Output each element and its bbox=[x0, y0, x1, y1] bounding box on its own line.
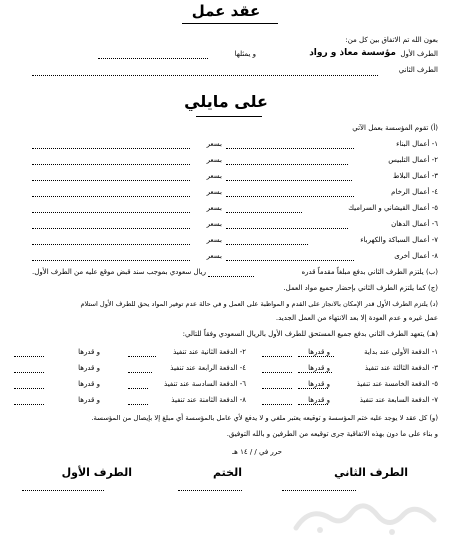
payment-amount-line bbox=[262, 356, 292, 357]
signature-party-two: الطرف الثاني bbox=[334, 466, 408, 479]
intro-text: بعون الله تم الاتفاق بين كل من: bbox=[345, 36, 438, 44]
work-item-line bbox=[226, 148, 354, 149]
payment-label: ٤- الدفعة الرابعة عند تنفيذ bbox=[170, 364, 246, 372]
party-one-label: الطرف الأول bbox=[400, 50, 438, 58]
work-item-label: ٢- أعمال التلبيس bbox=[388, 156, 438, 164]
payment-label: ٢- الدفعة الثانية عند تنفيذ bbox=[173, 348, 246, 356]
payment-amount-label: و قدرها bbox=[78, 348, 100, 356]
payment-amount-label: و قدرها bbox=[308, 396, 330, 404]
clause-d-line-2: عمل غيره و عدم العودة إلا بعد الانتهاء من العمل الجديد. bbox=[275, 314, 438, 322]
work-price-label: بسعر bbox=[206, 252, 222, 260]
payment-amount-line bbox=[262, 388, 292, 389]
work-price-label: بسعر bbox=[206, 204, 222, 212]
work-price-label: بسعر bbox=[206, 156, 222, 164]
party-one-signature-line bbox=[22, 490, 104, 491]
heading-underline bbox=[196, 116, 262, 117]
work-price-line bbox=[32, 244, 190, 245]
date-line: حرر في / / ١٤ هـ bbox=[232, 448, 282, 456]
payment-amount-line bbox=[262, 372, 292, 373]
work-item-label: ٤- أعمال الرخام bbox=[391, 188, 438, 196]
work-price-line bbox=[32, 148, 190, 149]
work-item-line bbox=[226, 244, 308, 245]
representative-line bbox=[98, 58, 208, 59]
party-two-signature-line bbox=[282, 490, 356, 491]
work-price-line bbox=[32, 180, 190, 181]
signature-stamp: الختم bbox=[213, 466, 242, 479]
payment-label: ١- الدفعة الأولى عند بداية bbox=[364, 348, 438, 356]
party-two-line bbox=[32, 75, 378, 76]
work-item-line bbox=[226, 196, 354, 197]
payment-label: ٥- الدفعة الخامسة عند تنفيذ bbox=[356, 380, 438, 388]
work-item-line bbox=[226, 212, 302, 213]
clause-a: (أ) تقوم المؤسسة بعمل الآتي bbox=[352, 124, 438, 132]
haraj-watermark-logo bbox=[290, 500, 440, 536]
clause-e: (هـ) يتعهد الطرف الثاني بدفع جميع المستحق للطرف الأول بالريال السعودي وفقاً للتالي: bbox=[182, 330, 438, 338]
work-price-line bbox=[32, 260, 190, 261]
work-item-label: ٨- أعمال أخرى bbox=[394, 252, 438, 260]
payment-amount-label: و قدرها bbox=[78, 364, 100, 372]
clause-d-line-1: (د) يلتزم الطرف الأول قدر الإمكان بالانجاز على القدم و المواظبة على العمل و في حالة عدم توفير المواد يحق للطرف الأول استلام bbox=[80, 300, 438, 308]
payment-amount-label: و قدرها bbox=[308, 364, 330, 372]
signature-party-one: الطرف الأول bbox=[61, 466, 132, 479]
payment-amount-line bbox=[14, 388, 44, 389]
payment-stage-line bbox=[128, 388, 148, 389]
work-price-label: بسعر bbox=[206, 172, 222, 180]
work-price-line bbox=[32, 164, 190, 165]
advance-amount-line bbox=[208, 276, 254, 277]
work-item-label: ٦- أعمال الدهان bbox=[391, 220, 438, 228]
work-price-line bbox=[32, 212, 190, 213]
agreement-heading: على مايلي bbox=[184, 92, 268, 111]
payment-amount-line bbox=[14, 372, 44, 373]
work-item-line bbox=[226, 164, 348, 165]
work-price-label: بسعر bbox=[206, 140, 222, 148]
payment-amount-line bbox=[14, 404, 44, 405]
represented-by: و يمثلها bbox=[234, 50, 256, 58]
work-item-label: ١- أعمال البناء bbox=[396, 140, 438, 148]
stamp-signature-line bbox=[178, 490, 242, 491]
party-two-label: الطرف الثاني bbox=[398, 66, 438, 74]
clause-b-text-2: ريال سعودي بموجب سند قبض موقع عليه من الطرف الأول. bbox=[32, 268, 206, 276]
work-item-label: ٧- أعمال السباكة والكهرباء bbox=[360, 236, 438, 244]
payment-amount-label: و قدرها bbox=[308, 380, 330, 388]
work-price-label: بسعر bbox=[206, 236, 222, 244]
payment-label: ٧- الدفعة السابعة عند تنفيذ bbox=[359, 396, 438, 404]
payment-amount-label: و قدرها bbox=[308, 348, 330, 356]
payment-stage-line bbox=[128, 404, 148, 405]
work-item-label: ٣- أعمال البلاط bbox=[393, 172, 438, 180]
payment-amount-label: و قدرها bbox=[78, 380, 100, 388]
clause-c: (ج) كما يلتزم الطرف الثاني بإحضار جميع مواد العمل. bbox=[283, 284, 438, 292]
work-price-label: بسعر bbox=[206, 188, 222, 196]
payment-stage-line bbox=[128, 356, 156, 357]
payment-label: ٣- الدفعة الثالثة عند تنفيذ bbox=[364, 364, 438, 372]
work-item-label: ٥- أعمال القيشاني و السراميك bbox=[348, 204, 438, 212]
title-underline bbox=[182, 23, 278, 24]
party-one-name: مؤسسة معاذ و رواد bbox=[309, 48, 396, 58]
payment-label: ٦- الدفعة السادسة عند تنفيذ bbox=[164, 380, 246, 388]
work-item-line bbox=[226, 260, 354, 261]
work-item-line bbox=[226, 228, 348, 229]
work-price-line bbox=[32, 196, 190, 197]
payment-amount-label: و قدرها bbox=[78, 396, 100, 404]
payment-amount-line bbox=[262, 404, 292, 405]
clause-f: (و) كل عقد لا يوجد عليه ختم المؤسسة و توقيعه يعتبر ملغي و لا يدفع لأي عامل بالمؤسسة أي مبلغ إلا بإيصال من المؤسسة. bbox=[91, 414, 438, 422]
closing-text: و بناء على ما دون بهذه الاتفاقية جرى توقيعه من الطرفين و بالله التوفيق. bbox=[226, 430, 438, 438]
payment-label: ٨- الدفعة الثامنة عند تنفيذ bbox=[171, 396, 246, 404]
clause-b-text: (ب) يلتزم الطرف الثاني بدفع مبلغاً مقدماً قدره bbox=[301, 268, 438, 276]
work-item-line bbox=[226, 180, 352, 181]
contract-title: عقد عمل bbox=[191, 2, 261, 20]
work-price-line bbox=[32, 228, 190, 229]
work-price-label: بسعر bbox=[206, 220, 222, 228]
payment-stage-line bbox=[128, 372, 152, 373]
payment-amount-line bbox=[14, 356, 44, 357]
